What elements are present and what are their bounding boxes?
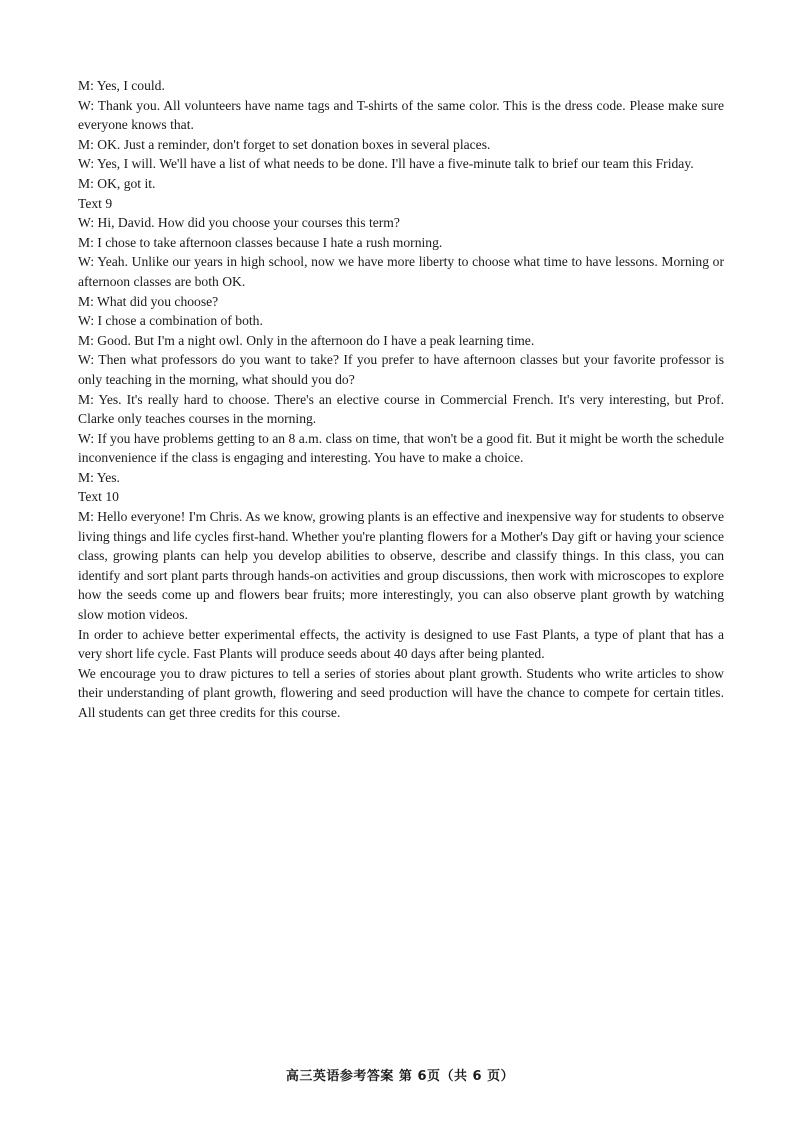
transcript-line: M: Good. But I'm a night owl. Only in the afternoon do I have a peak learning time. xyxy=(78,332,535,348)
transcript-line: M: Yes. It's really hard to choose. There's an elective course in Commercial French. It's very interesting, but Prof. Clarke only teaches courses in the morning. xyxy=(78,391,724,427)
transcript-line: M: OK, got it. xyxy=(78,175,156,191)
transcript-line: M: Yes. xyxy=(78,469,120,485)
transcript-line: In order to achieve better experimental effects, the activity is designed to use Fast Plants, a type of plant that has a very short life cycle. Fast Plants will produce seeds about 40 days after being planted. xyxy=(78,626,724,662)
transcript-line: W: Hi, David. How did you choose your courses this term? xyxy=(78,215,400,231)
transcript-line: We encourage you to draw pictures to tell a series of stories about plant growth. Students who write articles to show their understanding of plant growth, flowering and seed production will have the chance to compete for certain titles. All students can get three credits for this course. xyxy=(78,665,724,720)
transcript-line: M: Yes, I could. xyxy=(78,78,165,93)
transcript-line: M: Hello everyone! I'm Chris. As we know, growing plants is an effective and inexpensive way for students to observe living things and life cycles first-hand. Whether you're planting flowers for a Mother's Day gift or having your science class, growing plants can help you develop abilities to observe, describe and classify things. In this class, you can identify and sort plant parts through hands-on activities and group discussions, then work with microscopes to explore how the seeds come up and flowers bear fruits; more interestingly, you can also observe plant growth by watching slow motion videos. xyxy=(78,509,724,623)
transcript-line: W: Thank you. All volunteers have name tags and T-shirts of the same color. This is the dress code. Please make sure everyone knows that. xyxy=(78,97,724,133)
transcript-body xyxy=(78,76,724,723)
transcript-line: W: If you have problems getting to an 8 a.m. class on time, that won't be a good fit. But it might be worth the schedule inconvenience if the class is engaging and interesting. You have to make a choice. xyxy=(78,430,724,466)
transcript-line: W: Yes, I will. We'll have a list of what needs to be done. I'll have a five-minute talk to brief our team this Friday. xyxy=(78,156,694,172)
transcript-line: W: Then what professors do you want to take? If you prefer to have afternoon classes but your favorite professor is only teaching in the morning, what should you do? xyxy=(78,352,724,387)
transcript-line: M: What did you choose? xyxy=(78,293,219,309)
section-heading: Text 10 xyxy=(78,489,119,505)
section-heading: Text 9 xyxy=(78,195,113,211)
page-footer: 高三英语参考答案 第 6页（共 6 页） xyxy=(285,1069,515,1084)
transcript-line: M: OK. Just a reminder, don't forget to set donation boxes in several places. xyxy=(78,136,491,152)
transcript-line: W: Yeah. Unlike our years in high school, now we have more liberty to choose what time to have lessons. Morning or afternoon classes are both OK. xyxy=(78,254,724,289)
transcript-line: M: I chose to take afternoon classes because I hate a rush morning. xyxy=(78,234,443,250)
transcript-line: W: I chose a combination of both. xyxy=(78,313,263,329)
